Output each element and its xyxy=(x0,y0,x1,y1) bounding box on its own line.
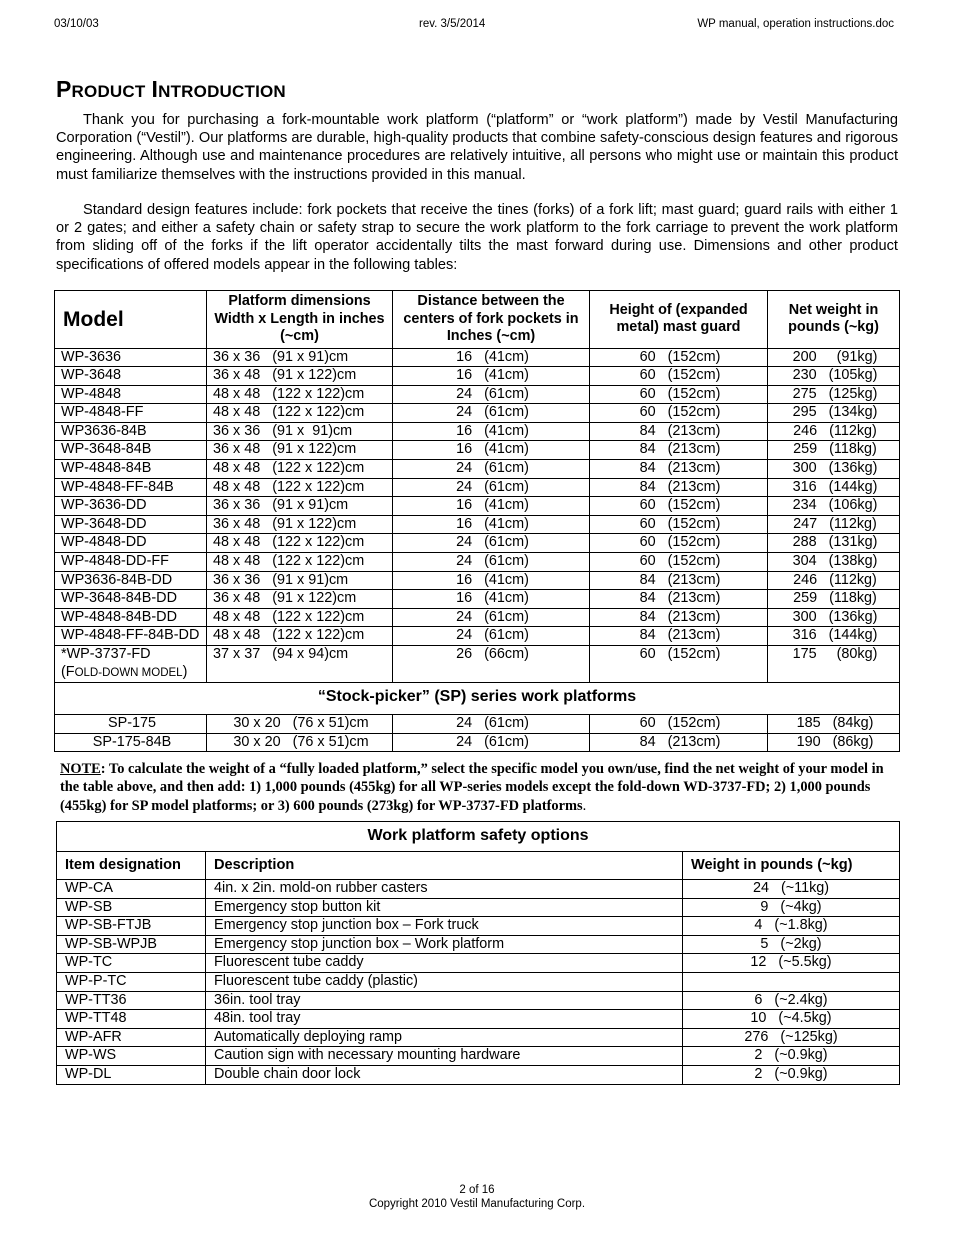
header-net-weight: Net weight in pounds (~kg) xyxy=(768,291,900,349)
cell-fork: 16 (41cm) xyxy=(393,590,590,609)
cell-dims: 30 x 20 (76 x 51)cm xyxy=(207,715,393,734)
option-row xyxy=(57,898,900,917)
option-row xyxy=(57,1047,900,1066)
cell-weight: 300 (136kg) xyxy=(768,608,900,627)
cell-weight: 259 (118kg) xyxy=(768,441,900,460)
cell-weight: 234 (106kg) xyxy=(768,497,900,516)
cell-item: WP-TT36 xyxy=(57,991,206,1010)
fold-down-row xyxy=(55,646,900,683)
model-row xyxy=(55,608,900,627)
cell-weight: 175 (80kg) xyxy=(768,646,900,683)
cell-weight: 185 (84kg) xyxy=(768,715,900,734)
cell-mast: 84 (213cm) xyxy=(590,478,768,497)
cell-mast: 84 (213cm) xyxy=(590,733,768,752)
cell-weight: 275 (125kg) xyxy=(768,385,900,404)
header-date: 03/10/03 xyxy=(54,18,99,30)
intro-paragraph-1: Thank you for purchasing a fork-mountable work platform (“platform” or “work platform”) made by Vestil Manufacturing Corporation (“Vestil”). Our platforms are durable, high-quality products that combine safety-conscious design features and rigorous engineering. Although use and maintenance procedures are relatively intuitive, all persons who might use or maintain this product must familiarize themselves with the instructions provided in this manual. xyxy=(56,112,898,183)
cell-fork: 24 (61cm) xyxy=(393,478,590,497)
cell-dims: 48 x 48 (122 x 122)cm xyxy=(207,385,393,404)
option-row xyxy=(57,935,900,954)
cell-dims: 48 x 48 (122 x 122)cm xyxy=(207,534,393,553)
cell-weight: 316 (144kg) xyxy=(768,478,900,497)
cell-dims: 30 x 20 (76 x 51)cm xyxy=(207,733,393,752)
cell-fork: 24 (61cm) xyxy=(393,608,590,627)
cell-mast: 60 (152cm) xyxy=(590,553,768,572)
cell-item: WP-TT48 xyxy=(57,1010,206,1029)
cell-model: WP-3648-84B xyxy=(55,441,207,460)
weight-note: NOTE: To calculate the weight of a “fully loaded platform,” select the specific model you own/use, find the net weight of your model in the table above, and then add: 1) 1,000 pounds (455kg) for all WP-series models except the fold-down WD-3737-FD; 2) 1,000 pounds (455kg) for SP model platforms; or 3) 600 pounds (273kg) for WP-3737-FD platforms. xyxy=(60,761,884,814)
options-title: Work platform safety options xyxy=(57,822,900,852)
footer-copyright: Copyright 2010 Vestil Manufacturing Corp. xyxy=(368,1198,586,1210)
cell-model: WP-4848 xyxy=(55,385,207,404)
cell-mast: 84 (213cm) xyxy=(590,441,768,460)
cell-fork: 16 (41cm) xyxy=(393,422,590,441)
cell-weight: 2 (~0.9kg) xyxy=(683,1065,900,1084)
cell-weight: 295 (134kg) xyxy=(768,404,900,423)
cell-model: *WP-3737-FD (FOLD-DOWN MODEL) xyxy=(55,646,207,683)
cell-weight: 276 (~125kg) xyxy=(683,1028,900,1047)
cell-fork: 24 (61cm) xyxy=(393,733,590,752)
cell-model: WP-3648 xyxy=(55,367,207,386)
cell-dims: 48 x 48 (122 x 122)cm xyxy=(207,460,393,479)
cell-fork: 16 (41cm) xyxy=(393,441,590,460)
cell-item: WP-DL xyxy=(57,1065,206,1084)
model-row xyxy=(55,553,900,572)
cell-fork: 24 (61cm) xyxy=(393,627,590,646)
cell-model: WP-4848-FF xyxy=(55,404,207,423)
cell-dims: 48 x 48 (122 x 122)cm xyxy=(207,553,393,572)
cell-dims: 48 x 48 (122 x 122)cm xyxy=(207,404,393,423)
cell-dims: 36 x 36 (91 x 91)cm xyxy=(207,348,393,367)
cell-fork: 16 (41cm) xyxy=(393,515,590,534)
header-model: Model xyxy=(55,291,207,349)
cell-weight: 246 (112kg) xyxy=(768,571,900,590)
cell-dims: 36 x 48 (91 x 122)cm xyxy=(207,515,393,534)
model-row xyxy=(55,385,900,404)
page-title: PRODUCT INTRODUCTION xyxy=(56,76,286,102)
cell-weight: 4 (~1.8kg) xyxy=(683,917,900,936)
option-row xyxy=(57,917,900,936)
footer-page-number: 2 of 16 xyxy=(459,1184,495,1196)
model-row xyxy=(55,571,900,590)
cell-mast: 60 (152cm) xyxy=(590,646,768,683)
option-row xyxy=(57,972,900,991)
header-revision: rev. 3/5/2014 xyxy=(419,18,486,30)
cell-description: Emergency stop junction box – Work platform xyxy=(206,935,683,954)
cell-item: WP-SB-FTJB xyxy=(57,917,206,936)
cell-mast: 60 (152cm) xyxy=(590,534,768,553)
cell-weight: 259 (118kg) xyxy=(768,590,900,609)
option-row xyxy=(57,1065,900,1084)
cell-item: WP-WS xyxy=(57,1047,206,1066)
cell-weight: 12 (~5.5kg) xyxy=(683,954,900,973)
cell-weight: 304 (138kg) xyxy=(768,553,900,572)
header-weight: Weight in pounds (~kg) xyxy=(683,852,900,880)
cell-description: 48in. tool tray xyxy=(206,1010,683,1029)
model-row xyxy=(55,497,900,516)
cell-fork: 16 (41cm) xyxy=(393,571,590,590)
cell-fork: 16 (41cm) xyxy=(393,497,590,516)
safety-options-table xyxy=(56,821,900,1085)
cell-fork: 24 (61cm) xyxy=(393,385,590,404)
option-row xyxy=(57,880,900,899)
header-item-designation: Item designation xyxy=(57,852,206,880)
options-header-row xyxy=(57,852,900,880)
cell-item: WP-TC xyxy=(57,954,206,973)
model-row xyxy=(55,534,900,553)
cell-weight: 300 (136kg) xyxy=(768,460,900,479)
header-dimensions: Platform dimensions Width x Length in inches (~cm) xyxy=(207,291,393,349)
cell-model: WP-4848-FF-84B-DD xyxy=(55,627,207,646)
cell-item: WP-CA xyxy=(57,880,206,899)
sp-heading: “Stock-picker” (SP) series work platforms xyxy=(55,683,900,715)
cell-weight xyxy=(683,972,900,991)
cell-model: WP-4848-84B-DD xyxy=(55,608,207,627)
cell-mast: 60 (152cm) xyxy=(590,404,768,423)
cell-weight: 190 (86kg) xyxy=(768,733,900,752)
cell-dims: 48 x 48 (122 x 122)cm xyxy=(207,627,393,646)
cell-fork: 16 (41cm) xyxy=(393,348,590,367)
cell-dims: 36 x 36 (91 x 91)cm xyxy=(207,497,393,516)
cell-mast: 84 (213cm) xyxy=(590,422,768,441)
cell-model: SP-175-84B xyxy=(55,733,207,752)
option-row xyxy=(57,1010,900,1029)
cell-fork: 24 (61cm) xyxy=(393,460,590,479)
cell-model: WP-3648-DD xyxy=(55,515,207,534)
model-row xyxy=(55,422,900,441)
model-row xyxy=(55,515,900,534)
model-row xyxy=(55,627,900,646)
cell-dims: 48 x 48 (122 x 122)cm xyxy=(207,608,393,627)
model-row xyxy=(55,367,900,386)
cell-mast: 60 (152cm) xyxy=(590,367,768,386)
cell-description: Fluorescent tube caddy (plastic) xyxy=(206,972,683,991)
cell-weight: 10 (~4.5kg) xyxy=(683,1010,900,1029)
cell-description: Fluorescent tube caddy xyxy=(206,954,683,973)
cell-description: 36in. tool tray xyxy=(206,991,683,1010)
cell-mast: 84 (213cm) xyxy=(590,627,768,646)
cell-description: Emergency stop junction box – Fork truck xyxy=(206,917,683,936)
cell-weight: 246 (112kg) xyxy=(768,422,900,441)
cell-dims: 36 x 36 (91 x 91)cm xyxy=(207,422,393,441)
cell-model: WP-4848-84B xyxy=(55,460,207,479)
option-row xyxy=(57,991,900,1010)
cell-mast: 60 (152cm) xyxy=(590,348,768,367)
cell-description: Emergency stop button kit xyxy=(206,898,683,917)
cell-dims: 37 x 37 (94 x 94)cm xyxy=(207,646,393,683)
cell-weight: 9 (~4kg) xyxy=(683,898,900,917)
cell-item: WP-SB xyxy=(57,898,206,917)
cell-fork: 26 (66cm) xyxy=(393,646,590,683)
cell-item: WP-SB-WPJB xyxy=(57,935,206,954)
cell-model: WP-3648-84B-DD xyxy=(55,590,207,609)
cell-fork: 24 (61cm) xyxy=(393,404,590,423)
cell-weight: 247 (112kg) xyxy=(768,515,900,534)
models-header-row xyxy=(55,291,900,349)
cell-fork: 16 (41cm) xyxy=(393,367,590,386)
cell-mast: 84 (213cm) xyxy=(590,608,768,627)
cell-dims: 48 x 48 (122 x 122)cm xyxy=(207,478,393,497)
model-row xyxy=(55,478,900,497)
sp-heading-row xyxy=(55,683,900,715)
model-row xyxy=(55,441,900,460)
cell-weight: 5 (~2kg) xyxy=(683,935,900,954)
cell-mast: 60 (152cm) xyxy=(590,385,768,404)
model-row xyxy=(55,460,900,479)
cell-dims: 36 x 48 (91 x 122)cm xyxy=(207,590,393,609)
cell-model: WP-4848-FF-84B xyxy=(55,478,207,497)
cell-weight: 24 (~11kg) xyxy=(683,880,900,899)
cell-fork: 24 (61cm) xyxy=(393,715,590,734)
cell-fork: 24 (61cm) xyxy=(393,553,590,572)
cell-weight: 316 (144kg) xyxy=(768,627,900,646)
model-row xyxy=(55,590,900,609)
cell-model: SP-175 xyxy=(55,715,207,734)
cell-description: 4in. x 2in. mold-on rubber casters xyxy=(206,880,683,899)
header-mast-guard: Height of (expanded metal) mast guard xyxy=(590,291,768,349)
models-table xyxy=(54,290,900,752)
cell-model: WP3636-84B-DD xyxy=(55,571,207,590)
cell-item: WP-AFR xyxy=(57,1028,206,1047)
cell-model: WP-4848-DD xyxy=(55,534,207,553)
options-title-row xyxy=(57,822,900,852)
cell-dims: 36 x 36 (91 x 91)cm xyxy=(207,571,393,590)
cell-description: Double chain door lock xyxy=(206,1065,683,1084)
cell-mast: 60 (152cm) xyxy=(590,715,768,734)
cell-weight: 288 (131kg) xyxy=(768,534,900,553)
cell-dims: 36 x 48 (91 x 122)cm xyxy=(207,441,393,460)
sp-row xyxy=(55,715,900,734)
model-row xyxy=(55,404,900,423)
cell-weight: 230 (105kg) xyxy=(768,367,900,386)
cell-mast: 84 (213cm) xyxy=(590,571,768,590)
cell-model: WP-4848-DD-FF xyxy=(55,553,207,572)
cell-description: Automatically deploying ramp xyxy=(206,1028,683,1047)
cell-model: WP3636-84B xyxy=(55,422,207,441)
cell-item: WP-P-TC xyxy=(57,972,206,991)
header-filename: WP manual, operation instructions.doc xyxy=(697,18,894,30)
sp-row xyxy=(55,733,900,752)
cell-weight: 200 (91kg) xyxy=(768,348,900,367)
option-row xyxy=(57,954,900,973)
cell-weight: 2 (~0.9kg) xyxy=(683,1047,900,1066)
cell-model: WP-3636-DD xyxy=(55,497,207,516)
cell-fork: 24 (61cm) xyxy=(393,534,590,553)
header-description: Description xyxy=(206,852,683,880)
cell-mast: 60 (152cm) xyxy=(590,497,768,516)
option-row xyxy=(57,1028,900,1047)
model-row xyxy=(55,348,900,367)
cell-weight: 6 (~2.4kg) xyxy=(683,991,900,1010)
cell-mast: 84 (213cm) xyxy=(590,460,768,479)
header-fork-pockets: Distance between the centers of fork pockets in Inches (~cm) xyxy=(393,291,590,349)
cell-mast: 84 (213cm) xyxy=(590,590,768,609)
cell-mast: 60 (152cm) xyxy=(590,515,768,534)
cell-description: Caution sign with necessary mounting hardware xyxy=(206,1047,683,1066)
cell-model: WP-3636 xyxy=(55,348,207,367)
intro-paragraph-2: Standard design features include: fork pockets that receive the tines (forks) of a fork lift; mast guard; guard rails with either 1 or 2 gates; and either a safety chain or safety strap to secure the work platform to the fork carriage to prevent the work platform from sliding off of the forks if the lift operator accidentally tilts the mast forward during use. Dimensions and other product specifications of offered models appear in the following tables: xyxy=(56,202,898,273)
cell-dims: 36 x 48 (91 x 122)cm xyxy=(207,367,393,386)
